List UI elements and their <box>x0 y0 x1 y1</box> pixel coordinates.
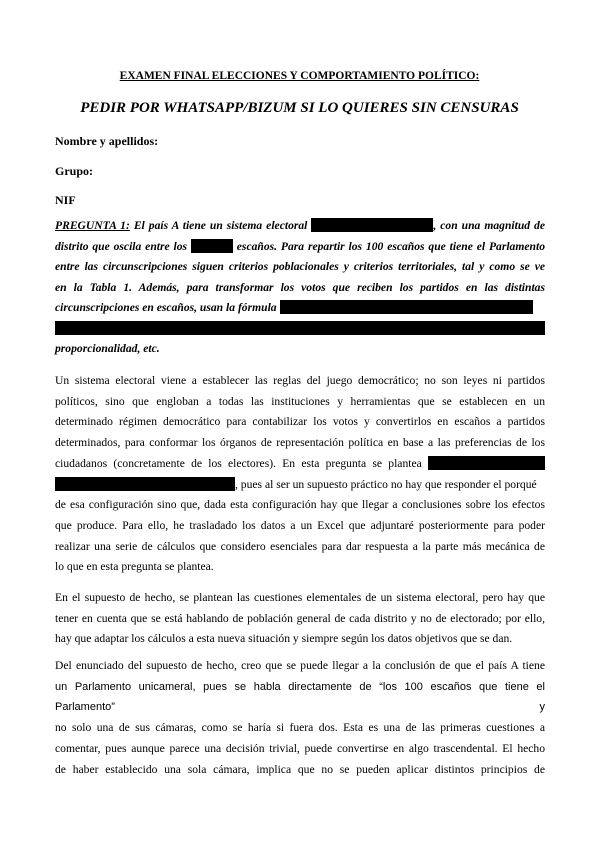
redaction-box <box>191 239 233 253</box>
paragraph-2 <box>55 588 545 650</box>
paragraph-line: que produce. Para ello, he trasladado los datos a un Excel que adjuntaré posteriormente para poder <box>55 518 545 532</box>
question-line-4: en la Tabla 1. Además, para transformar los votos que reciben los partidos en las distintas <box>55 280 545 294</box>
question-line-3: entre las circunscripciones siguen criterios poblacionales y criterios territoriales, tal y como se ve <box>55 260 545 273</box>
paragraph-line: Un sistema electoral viene a establecer las reglas del juego democrático; no son leyes ni partidos <box>55 374 545 387</box>
field-nif-label: NIF <box>55 193 76 207</box>
redaction-box <box>55 477 235 491</box>
paragraph-line: de esa configuración sino que, dada esta configuración hay que llegar a conclusiones sobre los efectos <box>55 498 545 512</box>
paragraph-line: determinados, para conformar los órganos de representación política en base a las preferencias de los <box>55 436 545 450</box>
field-name-label: Nombre y apellidos: <box>55 134 159 148</box>
field-group-label: Grupo: <box>55 164 94 178</box>
redaction-box <box>280 300 533 314</box>
paragraph-line: realizar una serie de cálculos que considero esenciales para dar respuesta a la parte más mecánica de <box>55 539 545 553</box>
paragraph-line: determinado régimen democrático para contabilizar los votos y convertirlos en escaños a partidos <box>55 415 545 429</box>
paragraph-line: políticos, sino que engloban a todas las instituciones y herramientas que se establecen en un <box>55 394 545 408</box>
question-line-2: distrito que oscila entre los escaños. Para repartir los 100 escaños que tiene el Parlamento <box>55 239 545 253</box>
question-line-5: circunscripciones en escaños, usan la fórmula <box>55 298 545 319</box>
paragraph-line: un Parlamento unicameral, pues se habla directamente de “los 100 escaños que tiene el Parlamento” y <box>55 680 545 714</box>
question-line-7: proporcionalidad, etc. <box>55 342 160 355</box>
redaction-box <box>311 218 433 232</box>
question-line-1: PREGUNTA 1: El país A tiene un sistema electoral , con una magnitud de <box>55 219 546 232</box>
paragraph-3 <box>55 656 545 780</box>
paragraph-line: hay que adaptar los cálculos a esta nueva situación y siempre según los datos objetivos que se dan. <box>55 632 513 646</box>
paragraph-line: Del enunciado del supuesto de hecho, creo que se puede llegar a la conclusión de que el país A tiene <box>55 659 545 672</box>
document-subtitle: PEDIR POR WHATSAPP/BIZUM SI LO QUIERES SIN CENSURAS <box>80 100 519 116</box>
redaction-box <box>428 456 545 470</box>
paragraph-line: , pues al ser un supuesto práctico no hay que responder el porqué <box>55 475 545 496</box>
paragraph-line: En el supuesto de hecho, se plantean las cuestiones elementales de un sistema electoral, pero hay que <box>55 591 545 604</box>
question-line-6 <box>55 319 545 340</box>
question-label: PREGUNTA 1: <box>55 219 130 232</box>
paragraph-line: lo que en esta pregunta se plantea. <box>55 560 214 574</box>
document-title: EXAMEN FINAL ELECCIONES Y COMPORTAMIENTO POLÍTICO: <box>119 70 480 82</box>
paragraph-line: de haber establecido una sola cámara, implica que no se pueden aplicar distintos principios de <box>55 762 545 776</box>
redaction-box <box>55 321 545 335</box>
question-block <box>55 216 545 360</box>
paragraph-line: ciudadanos (concretamente de los electores). En esta pregunta se plantea <box>55 454 545 475</box>
paragraph-line: comentar, pues aunque parece una decisión trivial, puede convertirse en algo trascendental. El hecho <box>55 741 545 755</box>
paragraph-1 <box>55 371 545 578</box>
paragraph-line: tener en cuenta que se está hablando de población general de cada distrito y no de electorado; por ello, <box>55 611 545 625</box>
paragraph-line: no solo una de sus cámaras, como se haría si fuera dos. Esta es una de las primeras cuestiones a <box>55 721 545 735</box>
